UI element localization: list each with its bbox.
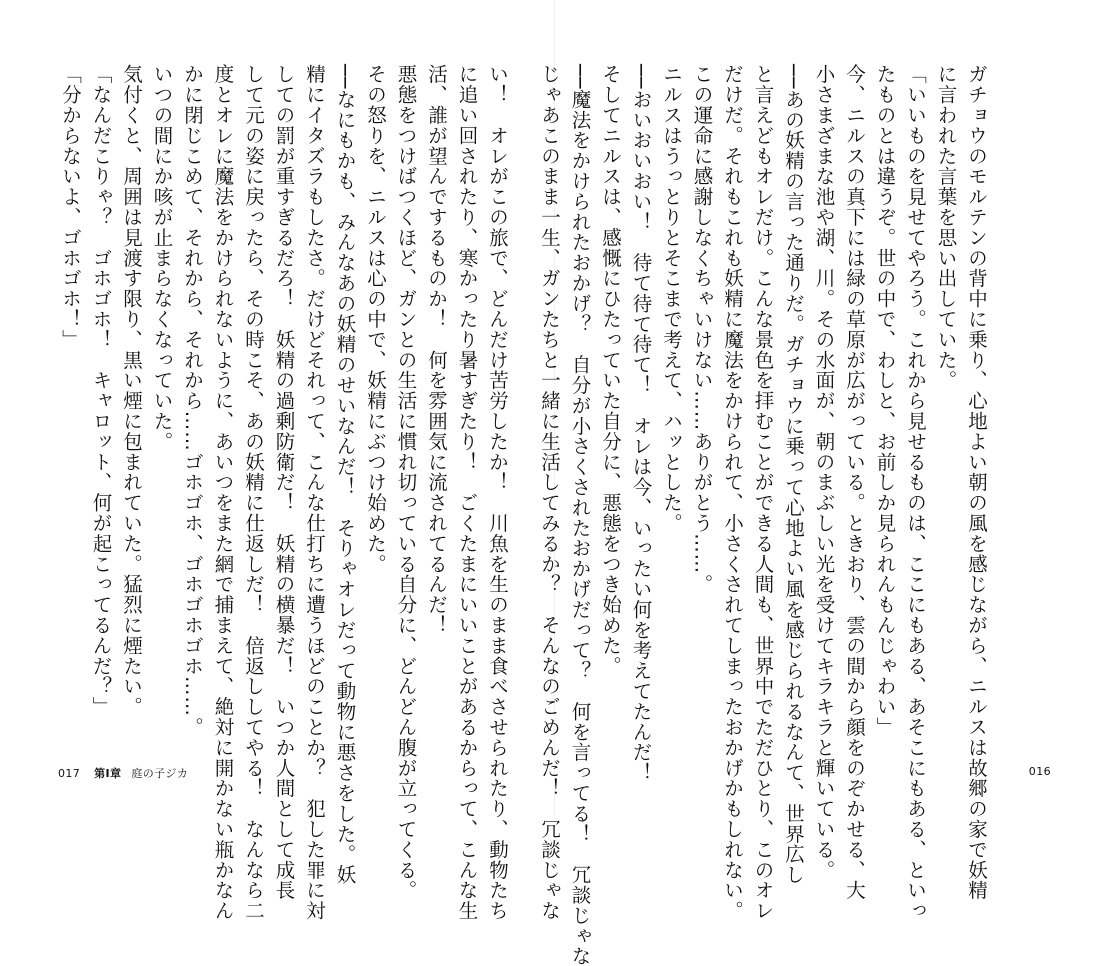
right-page — [538, 0, 1109, 966]
page-number: 016 — [1028, 765, 1051, 778]
paragraph: して元の姿に戻ったら、その時こそ、あの妖精に仕返しだ！ 倍返ししてやる！ なんなら二 — [242, 64, 265, 921]
paragraph: に追い回されたり、寒かったり暑すぎたり！ ごくたまにいいことがあるからって、こんな生 — [455, 64, 479, 921]
paragraph: 精にイタズラもしたさ。だけどそれって、こんな仕打ちに遭うほどのことか？ 犯した罪に対 — [303, 64, 326, 921]
paragraph: ニルスはうっとりとそこまで考えて、ハッとした。 — [660, 64, 683, 534]
paragraph: この運命に感謝しなくちゃいけない……ありがとう……。 — [690, 64, 714, 595]
paragraph: 「いいものを見せてやろう。これから見せるものは、ここにもある、あそこにもある、といっ — [904, 64, 927, 921]
paragraph: そしてニルスは、感慨にひたっていた自分に、悪態をつき始めた。 — [599, 64, 622, 676]
paragraph: 「分からないよ、ゴホゴホ！」 — [59, 64, 82, 350]
paragraph: い！ オレがこの旅で、どんだけ苦労したか！ 川魚を生のまま食べさせられたり、動物たち — [486, 64, 509, 921]
paragraph: 度とオレに魔法をかけられないように、あいつをまた網で捕まえて、絶対に開かない瓶かなん — [211, 64, 235, 921]
chapter-label: 第Ⅰ章 — [94, 767, 122, 780]
paragraph: 活、誰が望んでするものか！ 何を雰囲気に流されてるんだ！ — [425, 64, 448, 636]
paragraph: ──おいおいおい！ 待て待て待て！ オレは今、いったい何を考えてたんだ！ — [629, 64, 653, 783]
left-page — [0, 0, 554, 921]
paragraph: かに閉じこめて、それから、それから……ゴホゴホ、ゴホゴホゴホ……。 — [181, 64, 204, 738]
paragraph: だけだ。それもこれも妖精に魔法をかけられて、小さくされてしまったおかげかもしれない。 — [721, 64, 744, 921]
page-number: 017 — [58, 767, 81, 780]
right-page-body-text — [534, 64, 992, 966]
paragraph: ──なにもかも、みんなあの妖精のせいなんだ！ そりゃオレだって動物に悪さをした。妖 — [333, 64, 357, 885]
paragraph: 気付くと、周囲は見渡す限り、黒い煙に包まれていた。猛烈に煙たい。 — [120, 64, 143, 717]
chapter-title: 庭の子ジカ — [131, 767, 189, 780]
left-page-footer — [58, 765, 188, 781]
paragraph: ガチョウのモルテンの背中に乗り、心地よい朝の風を感じながら、ニルスは故郷の家で妖精 — [965, 64, 988, 901]
paragraph: 今、ニルスの真下には緑の草原が広がっている。ときおり、雲の間から顔をのぞかせる、大 — [843, 64, 866, 901]
paragraph: 「なんだこりゃ？ ゴホゴホ！ キャロット、何が起こってるんだ？」 — [89, 64, 113, 717]
paragraph: 悪態をつけばつくほど、ガンとの生活に慣れ切っている自分に、どんどん腹が立ってくる。 — [394, 64, 418, 901]
paragraph: に言われた言葉を思い出していた。 — [934, 64, 958, 391]
right-page-footer — [1029, 765, 1051, 778]
paragraph: その怒りを、ニルスは心の中で、妖精にぶつけ始めた。 — [364, 64, 387, 574]
paragraph: ──あの妖精の言った通りだ。ガチョウに乗って心地よい風を感じられるなんて、世界広し — [782, 64, 805, 885]
paragraph: じゃあこのまま一生、ガンたちと一緒に生活してみるか？ そんなのごめんだ！ 冗談じゃな — [538, 64, 561, 921]
paragraph: と言えどもオレだけ。こんな景色を拝むことができる人間も、世界中でただひとり、このオレ — [751, 64, 775, 921]
paragraph: たものとは違うぞ。世の中で、わしと、お前しか見られんもんじゃわい」 — [873, 64, 897, 738]
paragraph: しての罰が重すぎるだろ！ 妖精の過剰防衛だ！ 妖精の横暴だ！ いつか人間として成長 — [272, 64, 296, 901]
paragraph: 小さまざまな池や湖、川。その水面が、朝のまぶしい光を受けてキラキラと輝いている。 — [812, 64, 836, 880]
paragraph: いつの間にか咳が止まらなくなっていた。 — [150, 64, 174, 452]
paragraph: ──魔法をかけられたおかげ？ 自分が小さくされたおかげだって？ 何を言ってる！ 冗談じゃな — [568, 64, 592, 966]
